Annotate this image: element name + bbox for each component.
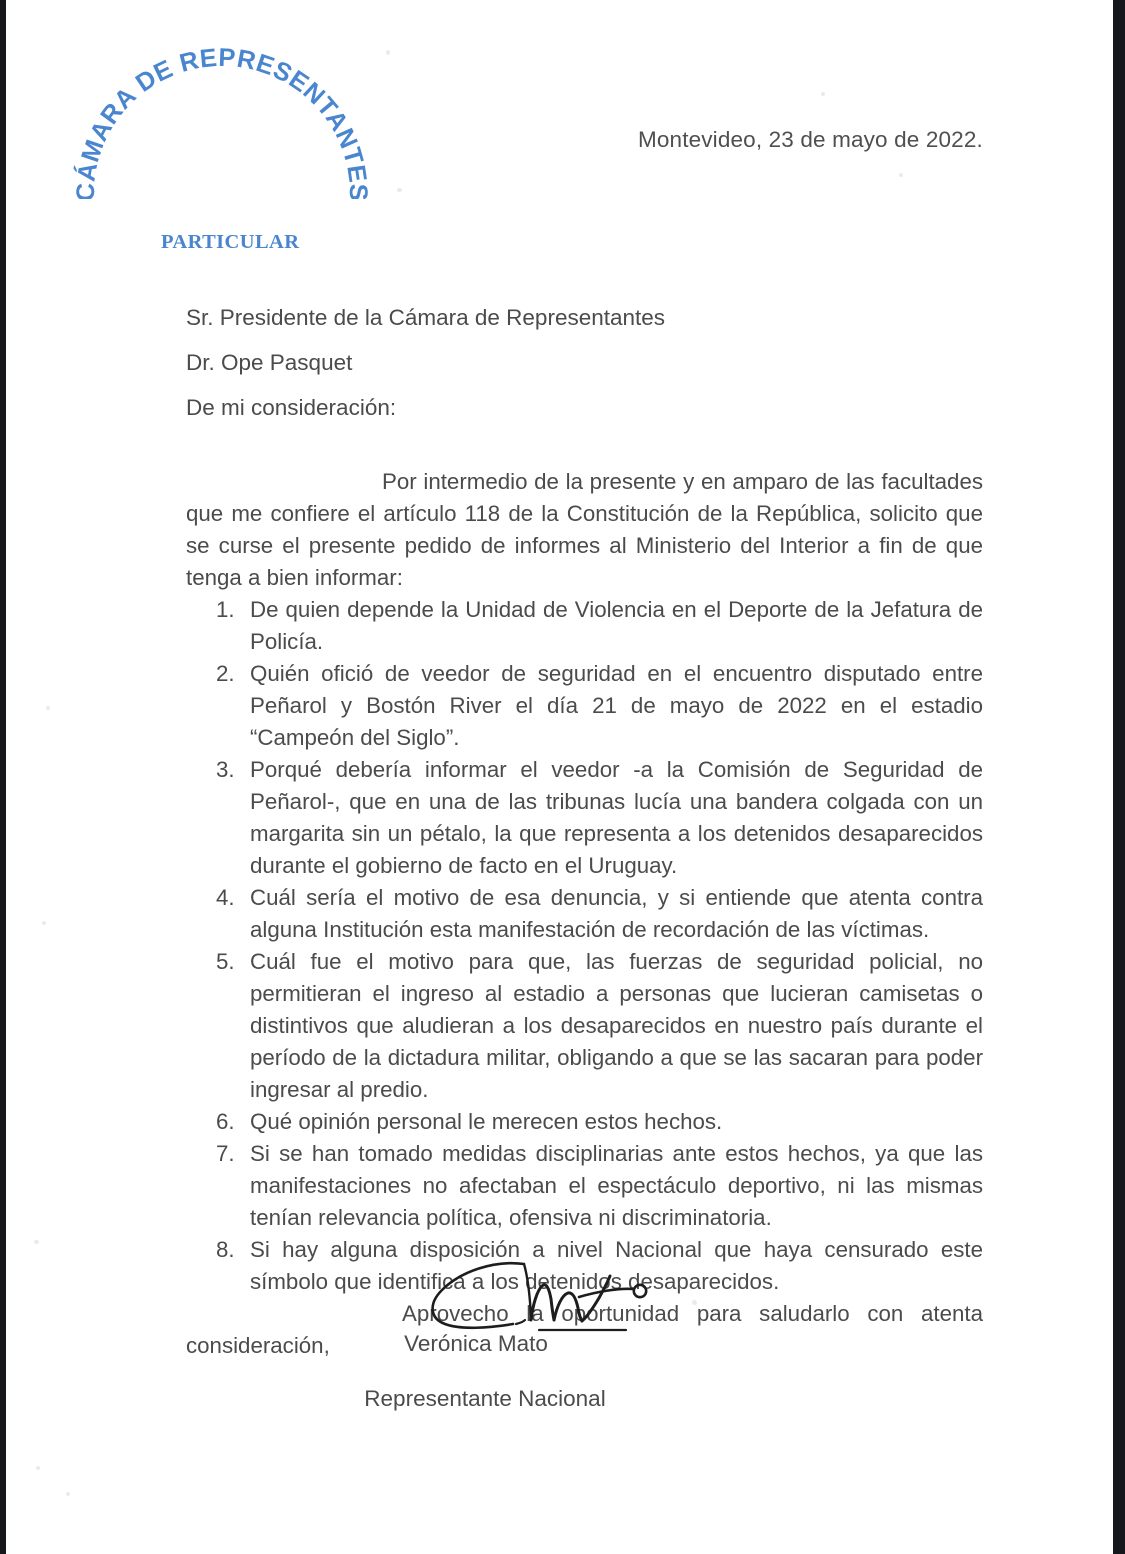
scan-speck	[397, 188, 402, 192]
question-item	[186, 1106, 983, 1138]
question-text: Qué opinión personal le merecen estos hechos.	[250, 1109, 723, 1134]
intro-paragraph: Por intermedio de la presente y en amparo de las facultades que me confiere el artículo 118 de la Constitución de la República, solicito que se curse el presente pedido de informes al Ministerio del Interior a fin de que tenga a bien informar:	[186, 469, 983, 590]
letter-body	[186, 466, 983, 1362]
date-line: Montevideo, 23 de mayo de 2022.	[638, 127, 983, 152]
addressee-line-2: Dr. Ope Pasquet	[186, 350, 353, 375]
scan-speck	[821, 92, 825, 96]
question-text: De quien depende la Unidad de Violencia en el Deporte de la Jefatura de Policía.	[250, 597, 983, 654]
signer-name-text: Verónica Mato	[404, 1331, 548, 1356]
question-item	[186, 1138, 983, 1234]
signer-title	[186, 1386, 986, 1412]
question-text: Cuál sería el motivo de esa denuncia, y si entiende que atenta contra alguna Institución esta manifestación de recordación de las víctimas.	[250, 885, 983, 942]
scan-speck	[386, 50, 390, 55]
signer-name	[186, 1331, 986, 1357]
closing-paragraph: Aprovecho la oportunidad para saludarlo con atenta consideración,	[186, 1301, 983, 1358]
question-text: Si hay alguna disposición a nivel Nacional que haya censurado este símbolo que identifica a los detenidos desaparecidos.	[250, 1237, 983, 1294]
document-page	[6, 0, 1113, 1554]
question-text: Porqué debería informar el veedor -a la Comisión de Seguridad de Peñarol-, que en una de las tribunas lucía una bandera colgada con un margarita sin un pétalo, la que representa a los detenidos desaparecidos durante el gobierno de facto en el Uruguay.	[250, 757, 983, 878]
salutation-line: De mi consideración:	[186, 395, 397, 420]
question-text: Si se han tomado medidas disciplinarias ante estos hechos, ya que las manifestaciones no afectaban el espectáculo deportivo, ni las mismas tenían relevancia política, ofensiva ni discriminatoria.	[250, 1141, 983, 1230]
letterhead-logo	[72, 34, 372, 199]
letterhead-arc-text: CÁMARA DE REPRESENTANTES	[72, 43, 372, 199]
question-text: Cuál fue el motivo para que, las fuerzas de seguridad policial, no permitieran el ingreso al estadio a personas que lucieran camisetas o distintivos que aludieran a los desaparecidos en nuestro país durante el período de la dictadura militar, obligando a que se las sacaran para poder ingresar al predio.	[250, 949, 983, 1102]
scan-speck	[42, 921, 46, 925]
question-item	[186, 594, 983, 658]
addressee-line-1: Sr. Presidente de la Cámara de Representantes	[186, 305, 666, 330]
scan-edge-right	[1113, 0, 1125, 1554]
classification-label: PARTICULAR	[161, 231, 300, 253]
question-item	[186, 658, 983, 754]
scan-speck	[66, 1492, 70, 1496]
scan-speck	[46, 706, 50, 710]
questions-list	[186, 594, 983, 1298]
question-item	[186, 882, 983, 946]
question-item	[186, 754, 983, 882]
question-text: Quién ofició de veedor de seguridad en el encuentro disputado entre Peñarol y Bostón River el día 21 de mayo de 2022 en el estadio “Campeón del Siglo”.	[250, 661, 983, 750]
addressee-block	[186, 295, 986, 430]
scan-speck	[899, 173, 903, 177]
signer-title-text: Representante Nacional	[364, 1386, 606, 1411]
question-item	[186, 946, 983, 1106]
scan-speck	[34, 1240, 39, 1244]
scan-speck	[36, 1466, 40, 1470]
